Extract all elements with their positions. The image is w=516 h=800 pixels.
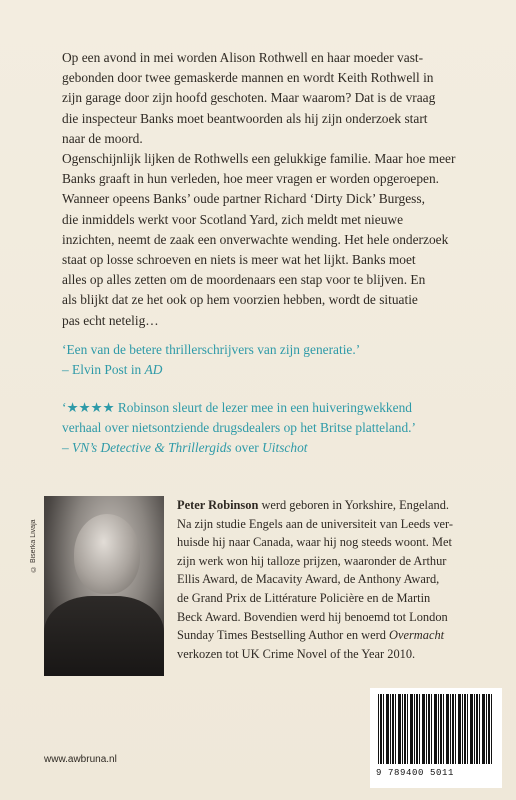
author-name: Peter Robinson [177,498,259,512]
blurb-line: Op een avond in mei worden Alison Rothwell en haar moeder vast- [62,50,424,65]
review-quote-1 [62,340,502,380]
review-quote-2 [62,398,502,459]
blurb-line: staat op losse schroeven en niets is meer wat het lijkt. Banks moet [62,252,416,268]
blurb-line: Wanneer opeens Banks’ oude partner Richard ‘Dirty Dick’ Burgess, [62,191,425,207]
author-photo-body [44,596,164,676]
bio-line: Sunday Times Bestselling Author en werd [177,628,390,643]
blurb-line: die inspecteur Banks moet beantwoorden als hij zijn onderzoek start [62,110,428,126]
quote-publication: AD [144,362,163,378]
blurb-line: als blijkt dat ze het ook op hem voorzien hebben, wordt de situatie [62,292,418,308]
quote-text-line-2: verhaal over nietsontziende drugsdealers op het Britse platteland.’ [62,420,416,436]
barcode-number: 9 789400 5011 [376,768,455,778]
photo-credit: © Biserka Livaja [30,519,37,572]
blurb-line: alles op alles zetten om de moordenaars een stap voor te blijven. En [62,272,426,288]
isbn-barcode [370,688,502,788]
author-photo-head [74,514,140,594]
quote-text-line-1: ‘★★★★ Robinson sleurt de lezer mee in een huiveringwekkend [62,400,412,415]
blurb-line: Ogenschijnlijk lijken de Rothwells een gelukkige familie. Maar hoe meer [62,151,456,167]
blurb-paragraph-2 [62,149,492,331]
bio-line: Ellis Award, de Macavity Award, de Anthony Award, [177,572,440,587]
blurb-paragraph-1 [62,48,492,149]
quote-book-title: Uitschot [262,440,308,456]
quote-source [62,360,502,380]
blurb-line: gebonden door twee gemaskerde mannen en wordt Keith Rothwell in [62,70,434,86]
bio-line: huisde hij naar Canada, waar hij nog steeds woont. Met [177,535,452,550]
quote-text: ‘Een van de betere thrillerschrijvers van zijn generatie.’ [62,342,361,357]
barcode-bars [378,694,494,764]
blurb-line: Banks graaft in hun verleden, hoe meer vragen er worden opgeroepen. [62,171,440,187]
author-bio [177,496,497,663]
blurb-line: die inmiddels werkt voor Scotland Yard, zich meldt met nieuwe [62,211,404,227]
bio-line: Beck Award. Bovendien werd hij benoemd tot London [177,609,448,624]
quote-source [62,438,502,458]
blurb-line: naar de moord. [62,130,143,146]
quote-source-prefix: – Elvin Post in [62,362,145,378]
blurb-line: inzichten, neemt de zaak een onverwachte wending. Het hele onderzoek [62,231,449,247]
bio-line: Na zijn studie Engels aan de universiteit van Leeds ver- [177,516,454,531]
quote-source-mid: over [231,440,263,456]
blurb-line: pas echt netelig… [62,312,159,328]
author-photo [44,496,164,676]
bio-line: de Grand Prix de Littérature Policière en de Martin [177,590,431,605]
bio-line: werd geboren in Yorkshire, Engeland. [258,498,449,512]
bio-line: verkozen tot UK Crime Novel of the Year 2010. [177,646,416,661]
bio-book-title: Overmacht [389,628,445,643]
blurb-line: zijn garage door zijn hoofd geschoten. Maar waarom? Dat is de vraag [62,90,436,106]
bio-line: zijn werk won hij talloze prijzen, waaronder de Arthur [177,553,447,568]
publisher-website: www.awbruna.nl [44,754,117,765]
blurb-text [62,48,492,331]
quote-publication: – VN’s Detective & Thrillergids [62,440,232,456]
